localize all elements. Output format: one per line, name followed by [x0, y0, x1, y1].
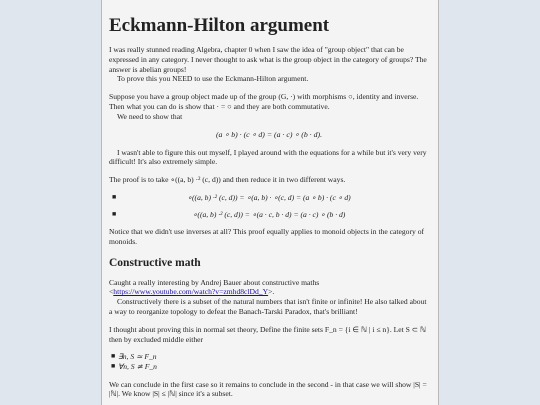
proof-step-1 — [109, 193, 429, 204]
proof-paragraph: The proof is to take ∘((a, b) ·² (c, d)) and then reduce it in two different ways. — [109, 175, 346, 185]
list-item — [109, 362, 429, 372]
page-title: Eckmann-Hilton argument — [109, 15, 330, 36]
constructive-paragraph-3: I thought about proving this in normal set theory, Define the finite sets F_n = {i ∈ ℕ | i ≤ n}. Let S ⊂ ℕ then by excluded middle either — [109, 324, 427, 344]
section-title-constructive: Constructive math — [109, 256, 201, 269]
intro-paragraph — [109, 45, 429, 84]
constructive-text-2: Constructively there is a subset of the natural numbers that isn't finite or infinite! He also talked about a way to reorganize topology to defeat the Banach-Tarski Paradox, that's brilliant! — [109, 297, 427, 316]
link-open-bracket: < — [109, 287, 114, 297]
youtube-link[interactable]: https://www.youtube.com/watch?v=zmhd8clDd_Y — [113, 287, 269, 297]
bullet-icon: ■ — [111, 361, 116, 370]
article-page — [101, 0, 439, 405]
proof-step-2 — [109, 210, 429, 221]
intro-text-2: To prove this you NEED to use the Eckmann-Hilton argument. — [117, 74, 309, 84]
notice-paragraph: Notice that we didn't use inverses at all? This proof equally applies to monoid objects in the category of monoids. — [109, 226, 425, 246]
list-item — [109, 352, 429, 362]
constructive-text-1: Caught a really interesting by Andrej Bauer about constructive maths — [109, 277, 320, 287]
proof-step-1-math: ∘((a, b) ·² (c, d)) = ∘(a, b) · ∘(c, d) = (a ∘ b) · (c ∘ d) — [187, 192, 351, 202]
constructive-paragraph-1 — [109, 278, 429, 317]
article-content — [109, 15, 429, 405]
bullet-icon: ■ — [112, 192, 117, 201]
main-equation: (a ∘ b) · (c ∘ d) = (a · c) ∘ (b · d). — [215, 129, 323, 139]
setup-text-2: We need to show that — [117, 111, 183, 121]
proof-step-2-math: ∘((a, b) ·² (c, d)) = ∘(a · c, b · d) = (a · c) ∘ (b · d) — [192, 209, 346, 219]
constructive-paragraph-4: We can conclude in the first case so it remains to conclude in the second - in that case we will show |S| = |ℕ|. We know |S| ≤ |ℕ| since it's a subset. — [109, 379, 427, 399]
intro-text-1: I was really stunned reading Algebra, chapter 0 when I saw the idea of "group object" that can be expressed in any category. I never thought to ask what is the group object in the category of groups? The answer is abelian groups! — [109, 45, 427, 74]
bullet-icon: ■ — [111, 352, 116, 361]
figure-text: I wasn't able to figure this out myself, I played around with the equations for a while but it's very very difficult! It's also extremely simple. — [109, 147, 427, 167]
cases-list — [109, 352, 429, 371]
figure-paragraph — [109, 148, 429, 168]
case-1-text: ∃n, S ≃ F_n — [118, 352, 157, 362]
link-close-bracket: >. — [268, 287, 275, 297]
case-2-text: ∀n, S ≄ F_n — [118, 361, 157, 371]
setup-paragraph — [109, 92, 429, 121]
bullet-icon: ■ — [112, 209, 117, 218]
setup-text-1: Suppose you have a group object made up of the group (G, ·) with morphisms ○, identity and inverse. Then what you can do is show that · = ○ and they are both commutative. — [109, 92, 419, 111]
